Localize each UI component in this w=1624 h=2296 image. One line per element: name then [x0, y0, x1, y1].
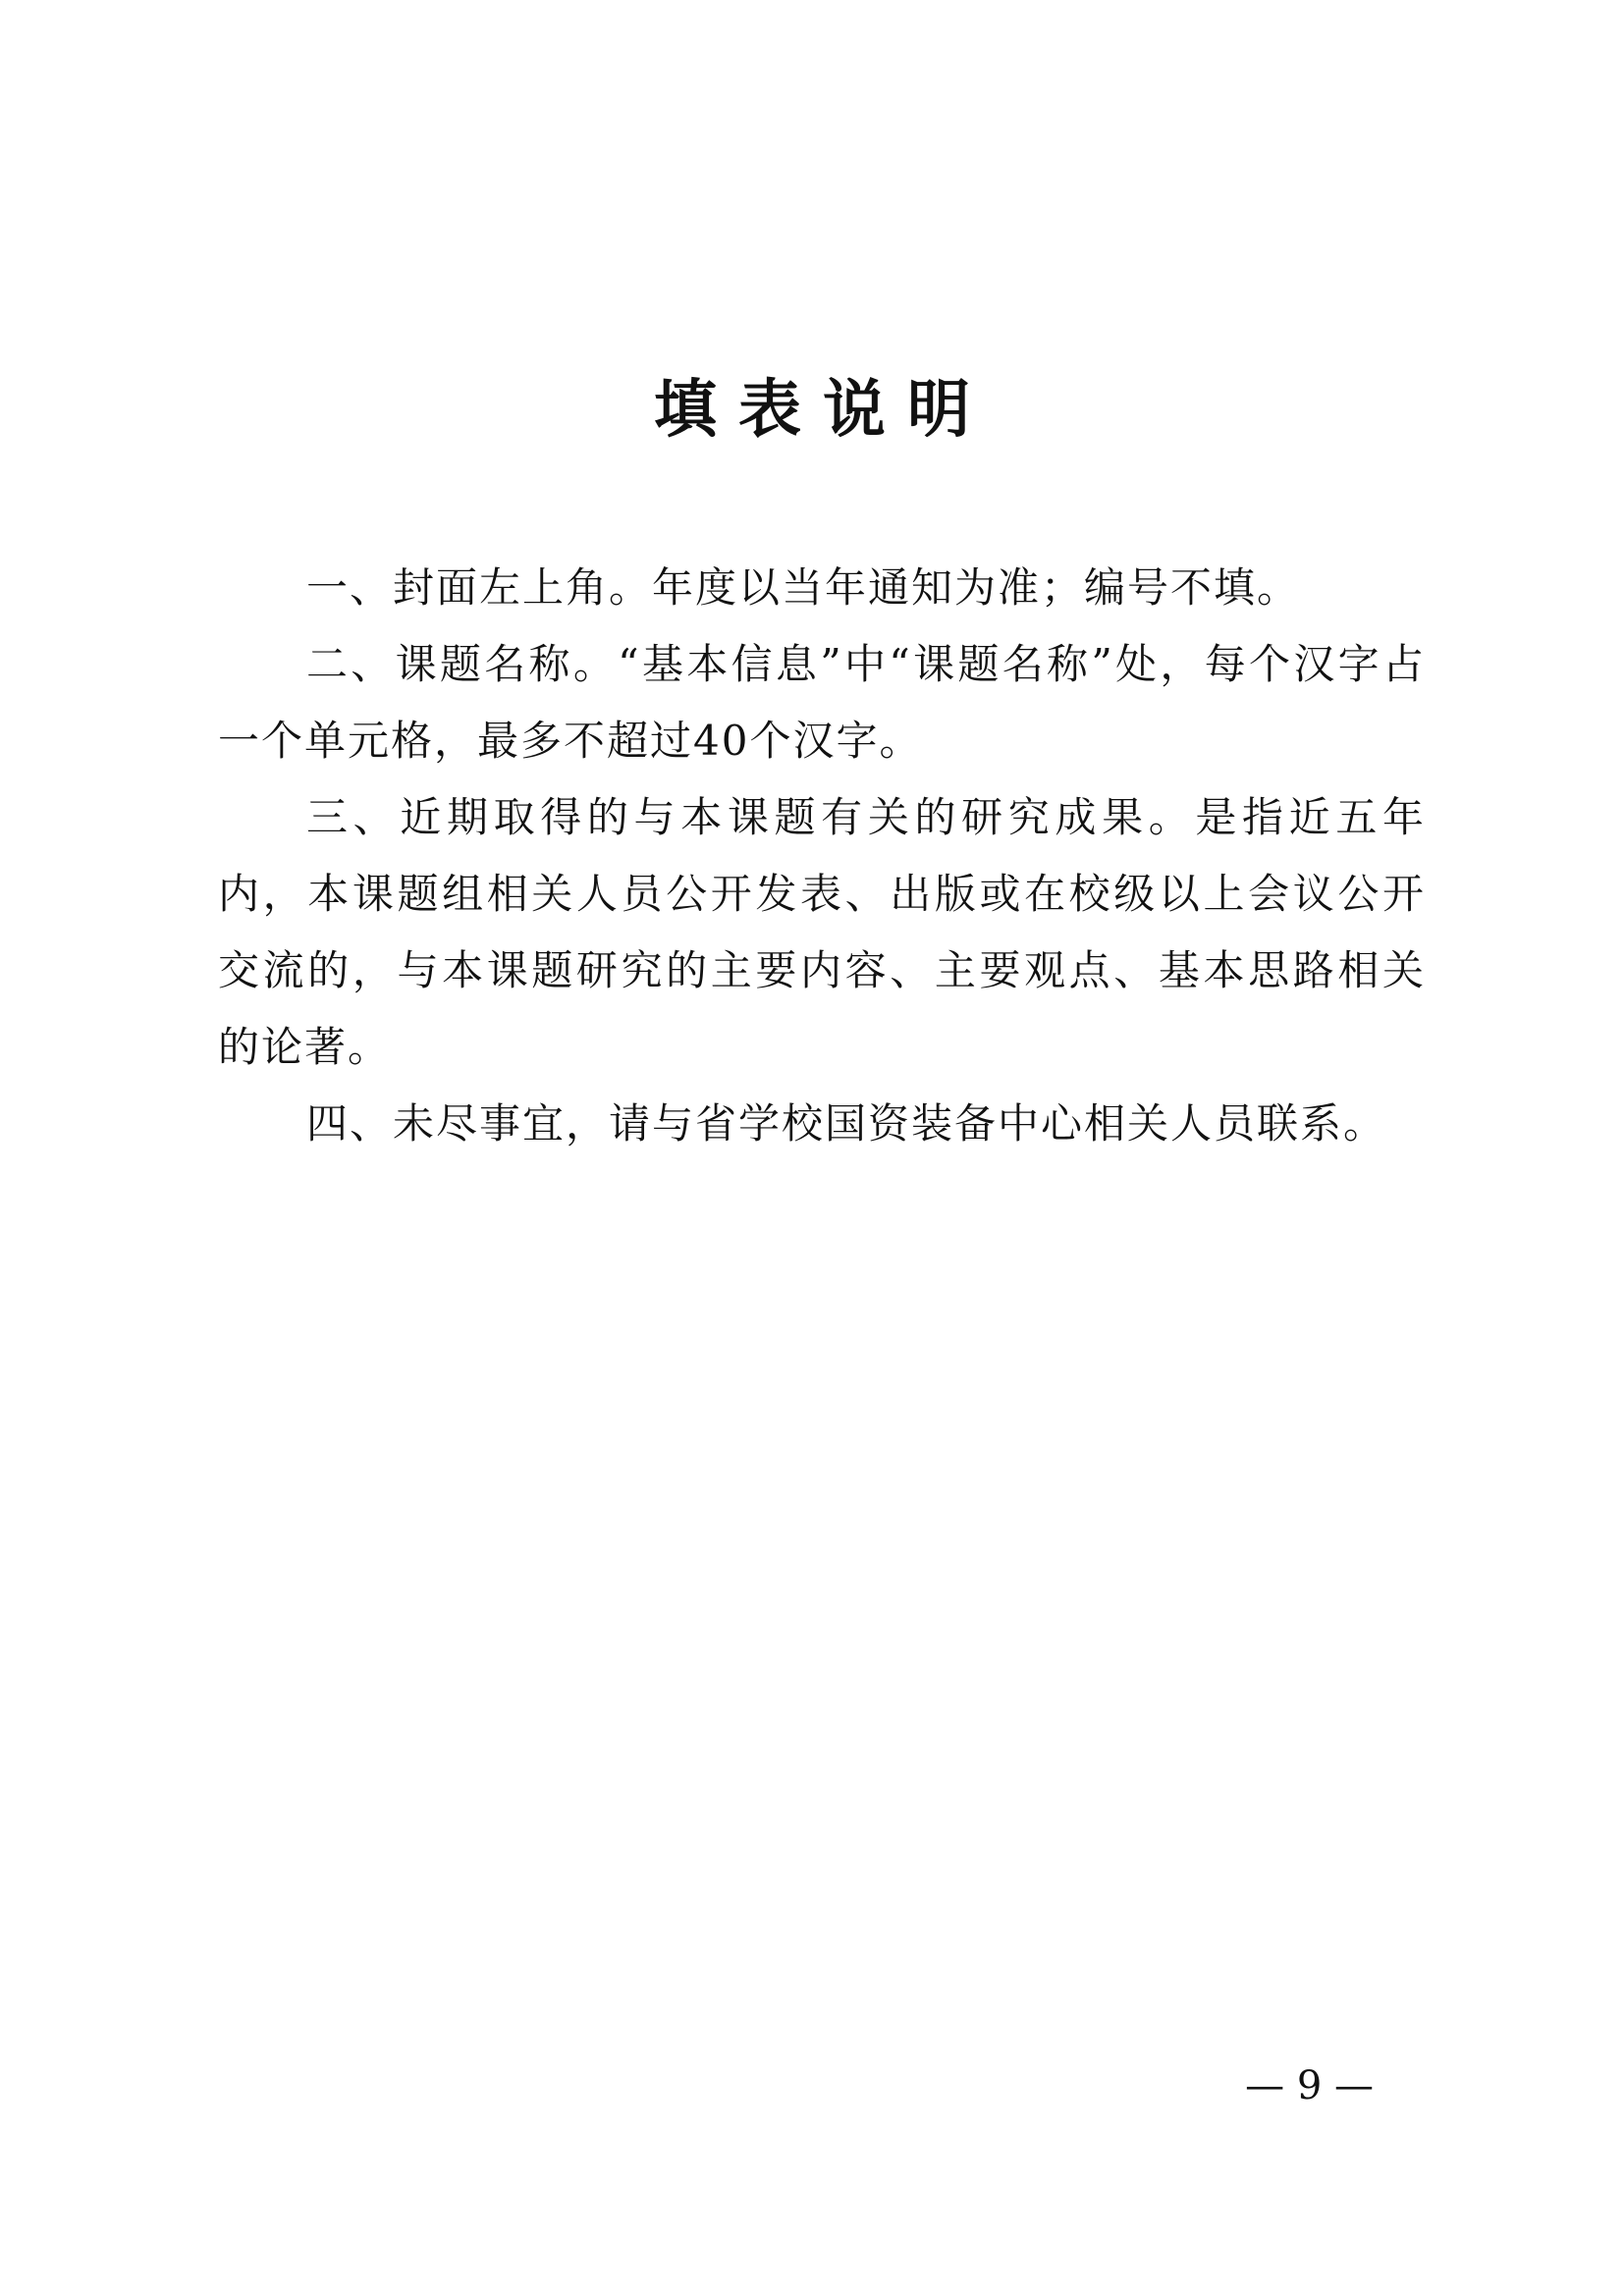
instructions-body: [218, 550, 1426, 1162]
instruction-paragraph-2: 二、课题名称。“基本信息”中“课题名称”处，每个汉字占一个单元格，最多不超过40个汉字。: [218, 640, 1426, 765]
page-title: 填表说明: [654, 373, 992, 447]
instruction-paragraph-1: 一、封面左上角。年度以当年通知为准；编号不填。: [306, 563, 1301, 612]
page-number: — 9 —: [1245, 2063, 1374, 2109]
instruction-paragraph-4: 四、未尽事宜，请与省学校国资装备中心相关人员联系。: [306, 1099, 1387, 1148]
instruction-paragraph-3: 三、近期取得的与本课题有关的研究成果。是指近五年内，本课题组相关人员公开发表、出版或在校级以上会议公开交流的，与本课题研究的主要内容、主要观点、基本思路相关的论著。: [218, 793, 1426, 1071]
